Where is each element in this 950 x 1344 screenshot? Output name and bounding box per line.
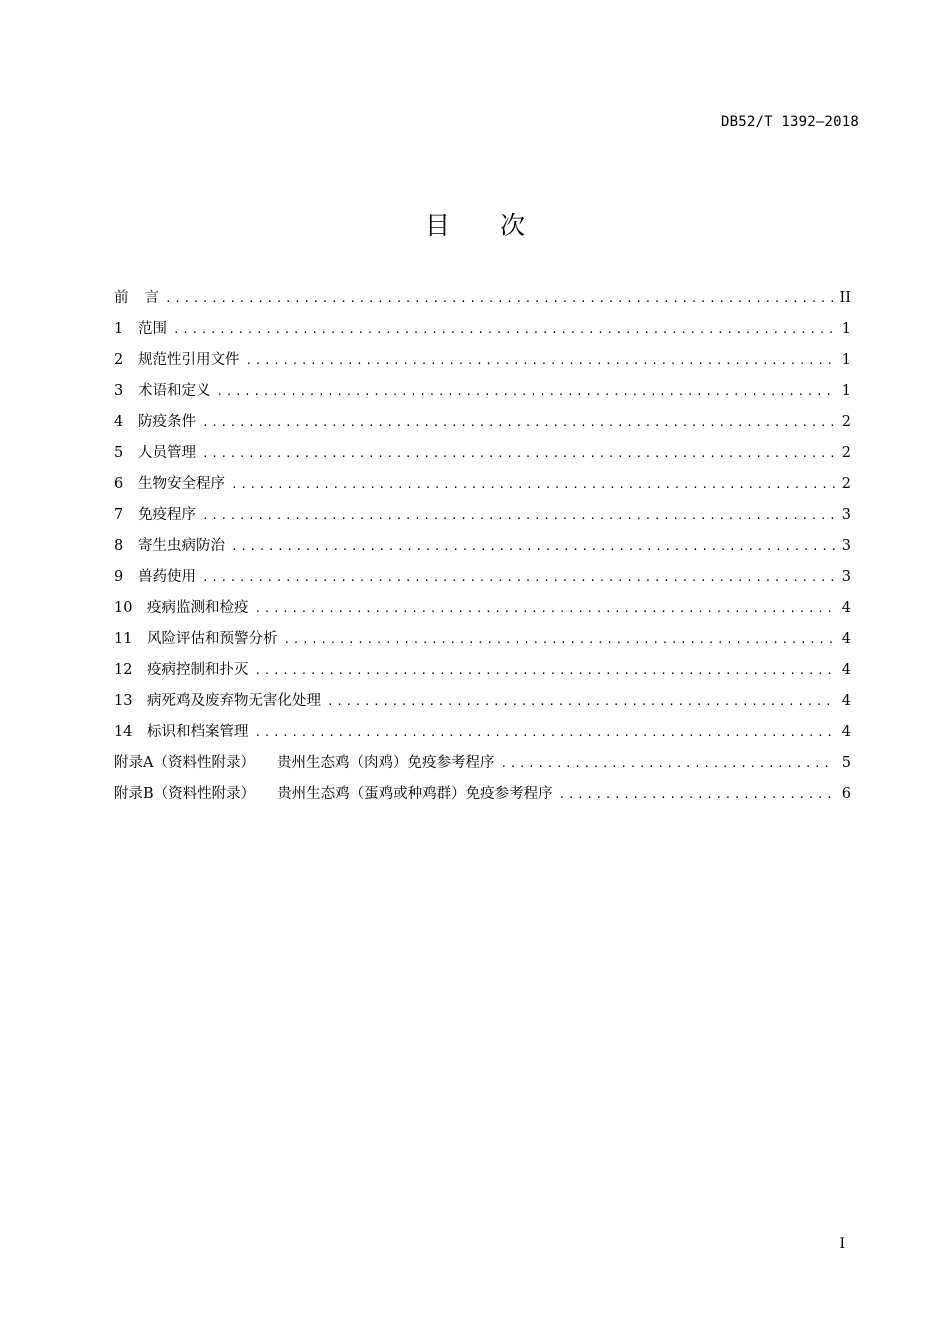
toc-leader-dots xyxy=(202,438,835,469)
page-number: I xyxy=(839,1236,845,1252)
toc-leader-dots xyxy=(202,562,835,593)
toc-leader-dots xyxy=(165,283,834,314)
toc-entry-label: 术语和定义 xyxy=(138,383,211,399)
toc-leader-dots xyxy=(173,314,835,345)
toc-entry-page: 2 xyxy=(841,476,851,492)
toc-entry-number: 14 xyxy=(114,724,133,740)
toc-entry-14[interactable] xyxy=(114,717,851,748)
toc-leader-dots xyxy=(202,500,835,531)
toc-entry-page: 1 xyxy=(841,352,851,368)
toc-entry-label: 免疫程序 xyxy=(138,507,196,523)
toc-entry-number: 6 xyxy=(114,476,124,492)
toc-leader-dots xyxy=(255,655,836,686)
toc-entry-number: 12 xyxy=(114,662,133,678)
toc-entry-number: 2 xyxy=(114,352,124,368)
toc-entry-label: 标识和档案管理 xyxy=(147,724,249,740)
toc-entry-10[interactable] xyxy=(114,593,851,624)
toc-entry-12[interactable] xyxy=(114,655,851,686)
toc-leader-dots xyxy=(559,779,835,810)
toc-entry-label: 范围 xyxy=(138,321,167,337)
toc-entry-label: 寄生虫病防治 xyxy=(138,538,225,554)
toc-entry-number: 7 xyxy=(114,507,124,523)
toc-entry-label: 规范性引用文件 xyxy=(138,352,240,368)
toc-entry-8[interactable] xyxy=(114,531,851,562)
toc-entry-page: 4 xyxy=(841,724,851,740)
toc-entry-number: 3 xyxy=(114,383,124,399)
table-of-contents xyxy=(114,283,851,810)
toc-entry-3[interactable] xyxy=(114,376,851,407)
toc-entry-annex-a[interactable] xyxy=(114,748,851,779)
toc-entry-label: 生物安全程序 xyxy=(138,476,225,492)
toc-entry-page: 3 xyxy=(841,569,851,585)
toc-entry-page: 2 xyxy=(841,445,851,461)
toc-entry-9[interactable] xyxy=(114,562,851,593)
toc-annex-tag: 附录A（资料性附录） xyxy=(114,755,255,771)
toc-entry-label: 疫病监测和检疫 xyxy=(147,600,249,616)
document-code: DB52/T 1392—2018 xyxy=(720,114,859,130)
toc-entry-label: 人员管理 xyxy=(138,445,196,461)
toc-leader-dots xyxy=(327,686,835,717)
toc-entry-2[interactable] xyxy=(114,345,851,376)
toc-entry-number: 11 xyxy=(114,631,133,647)
toc-entry-label: 风险评估和预警分析 xyxy=(147,631,278,647)
toc-entry-page: 4 xyxy=(841,600,851,616)
toc-leader-dots xyxy=(231,469,835,500)
toc-entry-label: 病死鸡及废弃物无害化处理 xyxy=(147,693,321,709)
toc-entry-label: 兽药使用 xyxy=(138,569,196,585)
toc-leader-dots xyxy=(231,531,835,562)
toc-entry-4[interactable] xyxy=(114,407,851,438)
toc-entry-number: 13 xyxy=(114,693,133,709)
toc-entry-page: 3 xyxy=(841,507,851,523)
toc-entry-1[interactable] xyxy=(114,314,851,345)
toc-entry-page: 6 xyxy=(841,786,851,802)
toc-entry-11[interactable] xyxy=(114,624,851,655)
toc-entry-number: 1 xyxy=(114,321,124,337)
toc-title-char: 目 xyxy=(424,211,500,240)
toc-entry-page: 4 xyxy=(841,631,851,647)
toc-annex-tag: 附录B（资料性附录） xyxy=(114,786,256,802)
toc-entry-label: 防疫条件 xyxy=(138,414,196,430)
toc-entry-page: 1 xyxy=(841,383,851,399)
toc-entry-page: 1 xyxy=(841,321,851,337)
toc-entry-number: 4 xyxy=(114,414,124,430)
toc-entry-number: 8 xyxy=(114,538,124,554)
toc-entry-label: 疫病控制和扑灭 xyxy=(147,662,249,678)
toc-entry-page: 3 xyxy=(841,538,851,554)
toc-entry-label: 前 xyxy=(114,290,145,306)
toc-entry-number: 10 xyxy=(114,600,133,616)
toc-entry-5[interactable] xyxy=(114,438,851,469)
toc-entry-number: 9 xyxy=(114,569,124,585)
toc-entry-label: 贵州生态鸡（肉鸡）免疫参考程序 xyxy=(276,755,495,771)
toc-entry-label: 言 xyxy=(144,290,159,306)
toc-entry-page: II xyxy=(839,290,851,306)
toc-title-char: 次 xyxy=(500,211,576,240)
toc-entry-page: 5 xyxy=(841,755,851,771)
toc-entry-annex-b[interactable] xyxy=(114,779,851,810)
toc-leader-dots xyxy=(217,376,836,407)
toc-leader-dots xyxy=(246,345,836,376)
toc-leader-dots xyxy=(284,624,836,655)
toc-entry-foreword[interactable] xyxy=(114,283,851,314)
toc-entry-page: 4 xyxy=(841,693,851,709)
toc-entry-13[interactable] xyxy=(114,686,851,717)
toc-entry-label: 贵州生态鸡（蛋鸡或种鸡群）免疫参考程序 xyxy=(277,786,553,802)
toc-entry-number: 5 xyxy=(114,445,124,461)
toc-leader-dots xyxy=(255,593,836,624)
toc-leader-dots xyxy=(500,748,835,779)
toc-entry-6[interactable] xyxy=(114,469,851,500)
toc-leader-dots xyxy=(255,717,836,748)
toc-title xyxy=(0,206,950,242)
toc-entry-page: 4 xyxy=(841,662,851,678)
toc-entry-page: 2 xyxy=(841,414,851,430)
toc-entry-7[interactable] xyxy=(114,500,851,531)
toc-leader-dots xyxy=(202,407,835,438)
